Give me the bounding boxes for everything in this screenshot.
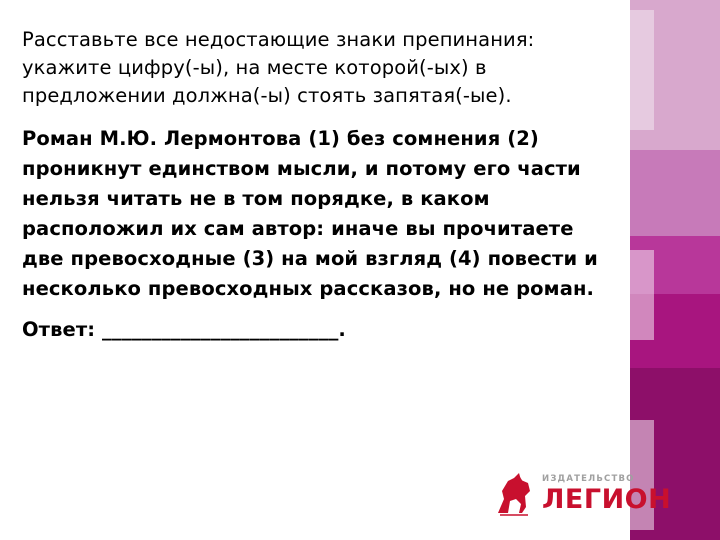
- decorative-right-band: [630, 0, 720, 540]
- answer-line: Ответ: ________________________.: [22, 318, 346, 341]
- task-instruction: Расставьте все недостающие знаки препинания: укажите цифру(-ы), на месте которой(-ых) в предложении должна(-ы) стоять запятая(-ые).: [22, 28, 535, 107]
- band-separator: [624, 0, 630, 540]
- band-stripe-mid: [630, 150, 720, 236]
- publisher-logo: [492, 466, 672, 522]
- logo-brand-name: ЛЕГИОН: [542, 484, 672, 516]
- pegasus-icon: [492, 469, 536, 519]
- band-notch-top: [630, 10, 654, 130]
- slide-content: [22, 26, 622, 344]
- logo-wordmark: [542, 475, 671, 514]
- task-passage: Роман М.Ю. Лермонтова (1) без сомнения (2) проникнут единством мысли, и потому его части нельзя читать не в том порядке, в каком расположил их сам автор: иначе вы прочитаете две превосходные (3) на мой взгляд (4) повести и несколько превосходных рассказов, но не роман.: [22, 127, 598, 300]
- logo-publisher-label: ИЗДАТЕЛЬСТВО: [542, 473, 635, 484]
- band-notch-middle: [630, 250, 654, 340]
